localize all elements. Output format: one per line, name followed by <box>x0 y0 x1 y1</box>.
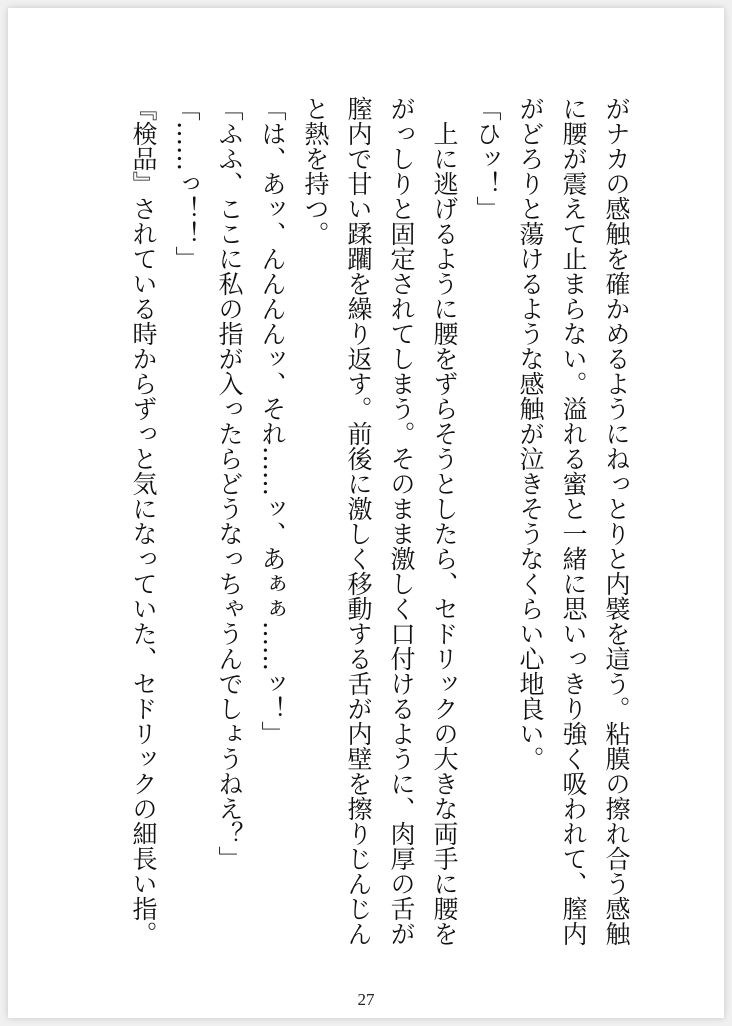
text-line: と熱を持つ。 <box>301 96 330 246</box>
text-line: に腰が震えて止まらない。溢れる蜜と一緒に思いっきり強く吸われて、膣内 <box>559 96 588 946</box>
page-number: 27 <box>357 990 375 1009</box>
text-line: 『検品』されている時からずっと気になっていた、セドリックの細長い指。 <box>129 96 158 946</box>
text-line: 「ふふ、ここに私の指が入ったらどうなっちゃうんでしょうねえ？」 <box>215 96 244 871</box>
text-line: がっしりと固定されてしまう。そのまま激しく口付けるように、肉厚の舌が <box>387 96 416 946</box>
text-line: 膣内で甘い蹂躙を繰り返す。前後に激しく移動する舌が内壁を擦りじんじん <box>344 96 373 946</box>
text-line: 上に逃げるように腰をずらそうとしたら、セドリックの大きな両手に腰を <box>430 96 459 946</box>
book-page <box>8 8 724 1018</box>
text-line: がナカの感触を確かめるようにねっとりと内襞を這う。粘膜の擦れ合う感触 <box>602 96 631 946</box>
text-line: がどろりと蕩けるような感触が泣きそうなくらい心地良い。 <box>516 96 545 771</box>
text-line: 「は、あッ、んんんんッ、それ……ッ、あぁぁ……ッ！」 <box>258 96 287 746</box>
body-text <box>118 96 638 956</box>
text-line: 「……っ！！」 <box>172 96 201 271</box>
text-line: 「ひッ！」 <box>473 96 502 221</box>
